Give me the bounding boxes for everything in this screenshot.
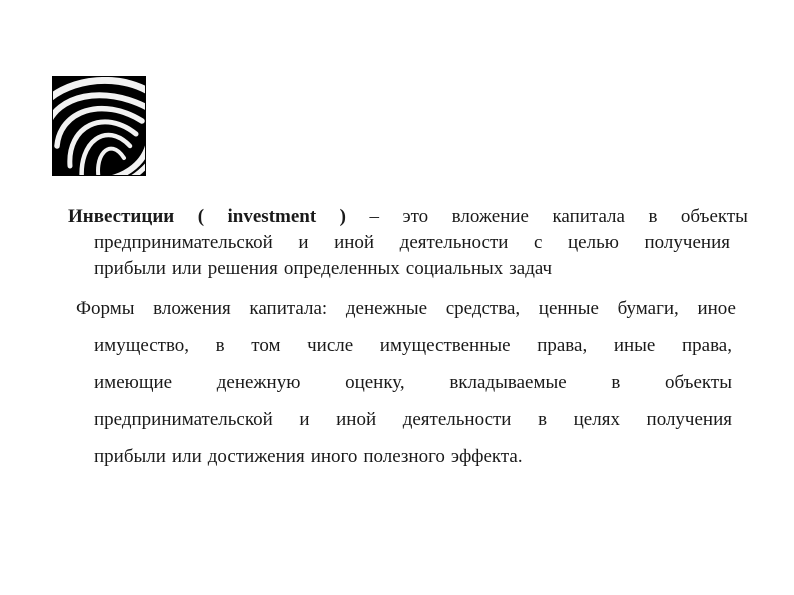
definition-line-3: прибыли или решения определенных социальных задач: [94, 258, 553, 279]
investment-definition: [68, 204, 748, 282]
forms-line-2: имущество, в том числе имущественные права, иные права,: [94, 334, 732, 356]
spiral-vortex-icon: [52, 76, 146, 176]
spiral-logo: [52, 76, 146, 176]
definition-line-2: предпринимательской и иной деятельности с целью получения: [94, 232, 730, 253]
term-bold: Инвестиции: [68, 206, 175, 227]
forms-line-1: Формы вложения капитала: денежные средства, ценные бумаги, иное: [76, 297, 736, 319]
definition-line-1: Инвестиции ( investment ) – это вложение капитала в объекты: [68, 204, 748, 230]
investment-forms: [76, 290, 736, 475]
forms-line-3: имеющие денежную оценку, вкладываемые в объекты: [94, 371, 732, 393]
forms-line-5: прибыли или достижения иного полезного эффекта.: [94, 445, 523, 467]
forms-line-4: предпринимательской и иной деятельности в целях получения: [94, 408, 732, 430]
